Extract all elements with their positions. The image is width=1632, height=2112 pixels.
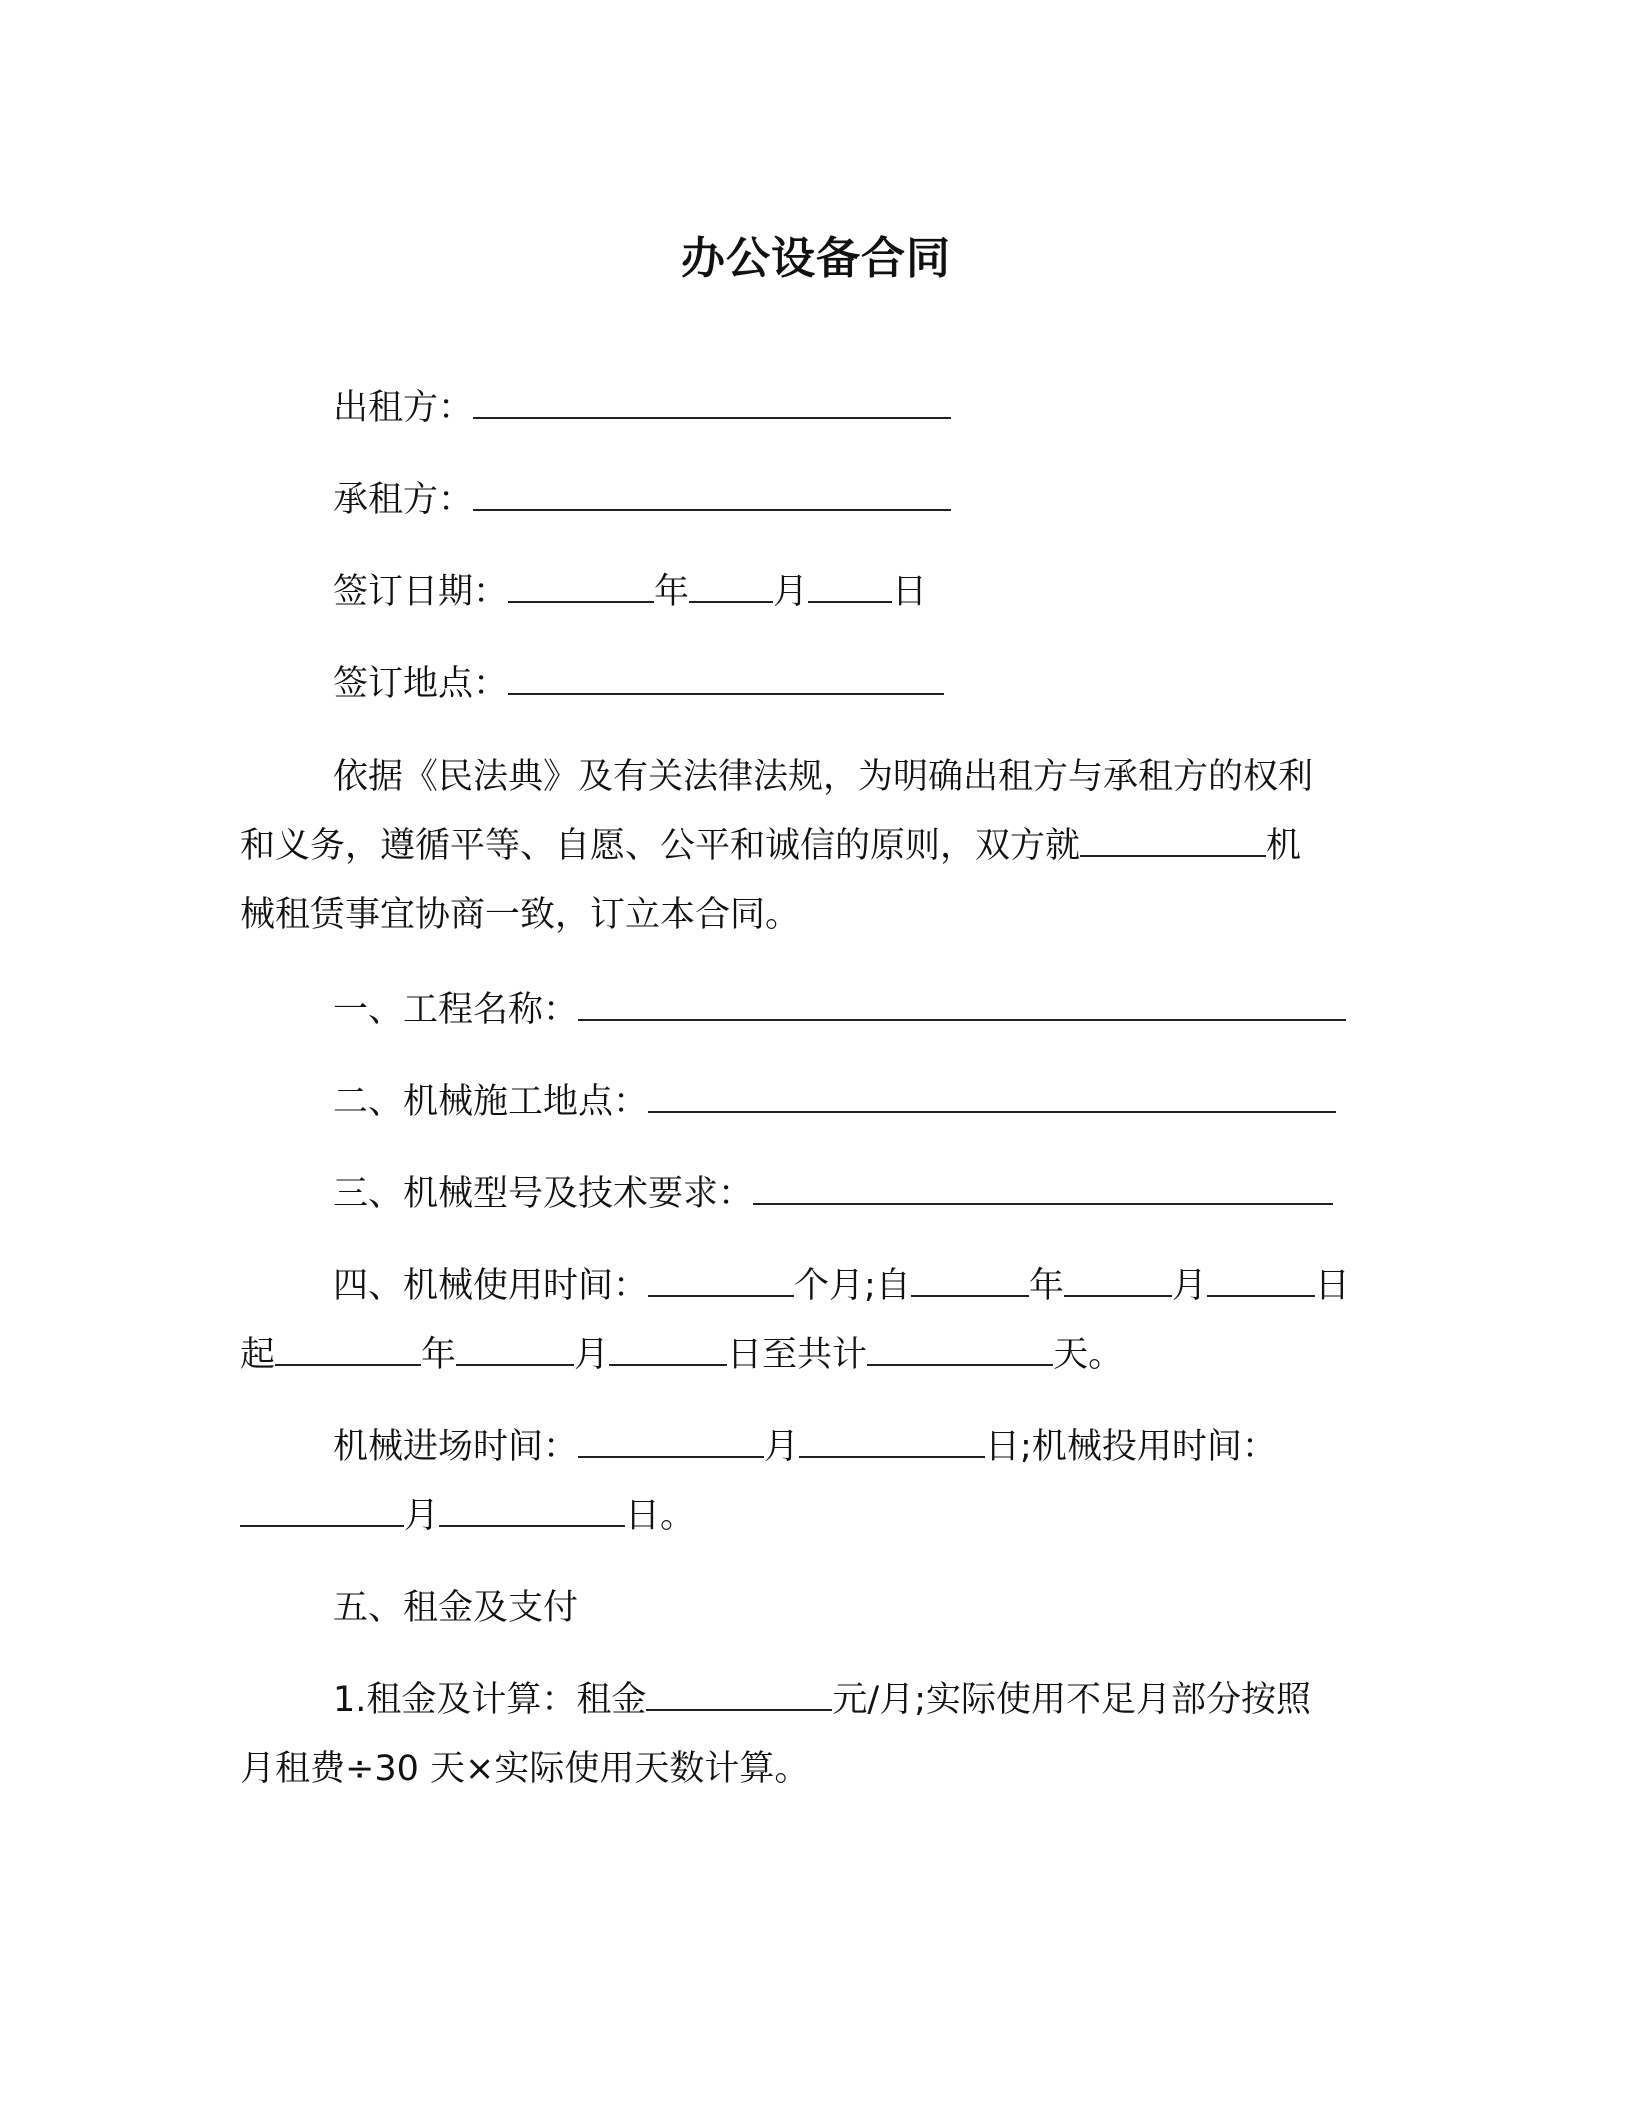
section-4-line-2: [240, 1321, 1390, 1389]
section-3-label: 三、机械型号及技术要求：: [333, 1174, 754, 1214]
sign-year-blank[interactable]: [508, 571, 654, 603]
sign-month-blank[interactable]: [689, 571, 773, 603]
entry-day-blank[interactable]: [799, 1426, 985, 1458]
section-1-label: 一、工程名称：: [333, 990, 579, 1030]
end-month-blank[interactable]: [456, 1334, 574, 1366]
start-suffix-label: 起: [240, 1335, 276, 1375]
lessee-blank[interactable]: [473, 479, 951, 511]
start-day-blank[interactable]: [1207, 1265, 1315, 1297]
construction-site-blank[interactable]: [648, 1081, 1336, 1113]
use-day-label: 日。: [625, 1496, 696, 1536]
start-year-blank[interactable]: [911, 1265, 1029, 1297]
sign-place-blank[interactable]: [508, 663, 944, 695]
rent-line-2: 月租费÷30 天×实际使用天数计算。: [240, 1749, 810, 1789]
end-year-blank[interactable]: [275, 1334, 421, 1366]
section-2-line: [333, 1068, 1483, 1136]
end-month-label: 月: [574, 1335, 610, 1375]
end-year-label: 年: [421, 1335, 457, 1375]
sign-date-label: 签订日期：: [333, 572, 509, 612]
document-title: 办公设备合同: [681, 233, 951, 284]
lessee-line: [333, 466, 1483, 534]
lessor-line: [333, 374, 1483, 442]
total-days-blank[interactable]: [867, 1334, 1053, 1366]
use-month-label: 月: [404, 1496, 440, 1536]
section-4-label: 四、机械使用时间：: [333, 1266, 649, 1306]
lessor-label: 出租方：: [333, 388, 474, 428]
months-label: 个月;自: [794, 1266, 911, 1306]
intro-line-1: 依据《民法典》及有关法律法规，为明确出租方与承租方的权利: [333, 757, 1314, 797]
months-blank[interactable]: [648, 1265, 794, 1297]
intro-line-3: 械租赁事宜协商一致，订立本合同。: [240, 895, 801, 935]
section-3-line: [333, 1160, 1483, 1228]
sign-month-label: 月: [773, 572, 809, 612]
start-year-label: 年: [1028, 1266, 1064, 1306]
rent-unit-text: 元/月;实际使用不足月部分按照: [832, 1680, 1311, 1720]
start-day-label: 日: [1314, 1266, 1350, 1306]
intro-line-2: [240, 812, 1390, 880]
total-days-label: 天。: [1053, 1335, 1124, 1375]
rent-line-1: [333, 1666, 1483, 1734]
section-2-label: 二、机械施工地点：: [333, 1082, 649, 1122]
entry-month-label: 月: [764, 1427, 800, 1467]
machine-type-blank[interactable]: [1080, 825, 1266, 857]
lessor-blank[interactable]: [473, 387, 951, 419]
intro-line-2-tail: 机: [1266, 826, 1302, 866]
rent-amount-blank[interactable]: [646, 1679, 832, 1711]
sign-day-blank[interactable]: [808, 571, 892, 603]
entry-month-blank[interactable]: [578, 1426, 764, 1458]
lessee-label: 承租方：: [333, 480, 474, 520]
use-time-label: 日;机械投用时间：: [985, 1427, 1277, 1467]
start-month-blank[interactable]: [1064, 1265, 1172, 1297]
sign-day-label: 日: [892, 572, 928, 612]
sign-year-label: 年: [654, 572, 690, 612]
section-5-heading: 五、租金及支付: [333, 1588, 579, 1628]
section-1-line: [333, 976, 1483, 1044]
entry-time-line-1: [333, 1413, 1483, 1481]
entry-time-line-2: [240, 1482, 1390, 1550]
sign-place-label: 签订地点：: [333, 664, 509, 704]
sign-date-line: [333, 558, 1483, 626]
start-month-label: 月: [1171, 1266, 1207, 1306]
section-4-line-1: [333, 1252, 1483, 1320]
use-day-blank[interactable]: [439, 1495, 625, 1527]
project-name-blank[interactable]: [578, 989, 1346, 1021]
rent-label: 1.租金及计算：租金: [333, 1680, 647, 1720]
use-month-blank[interactable]: [240, 1495, 404, 1527]
sign-place-line: [333, 650, 1483, 718]
end-day-label: 日至共计: [727, 1335, 868, 1375]
end-day-blank[interactable]: [609, 1334, 727, 1366]
entry-time-label: 机械进场时间：: [333, 1427, 579, 1467]
intro-line-2-text: 和义务，遵循平等、自愿、公平和诚信的原则，双方就: [240, 826, 1081, 866]
model-requirements-blank[interactable]: [753, 1173, 1333, 1205]
